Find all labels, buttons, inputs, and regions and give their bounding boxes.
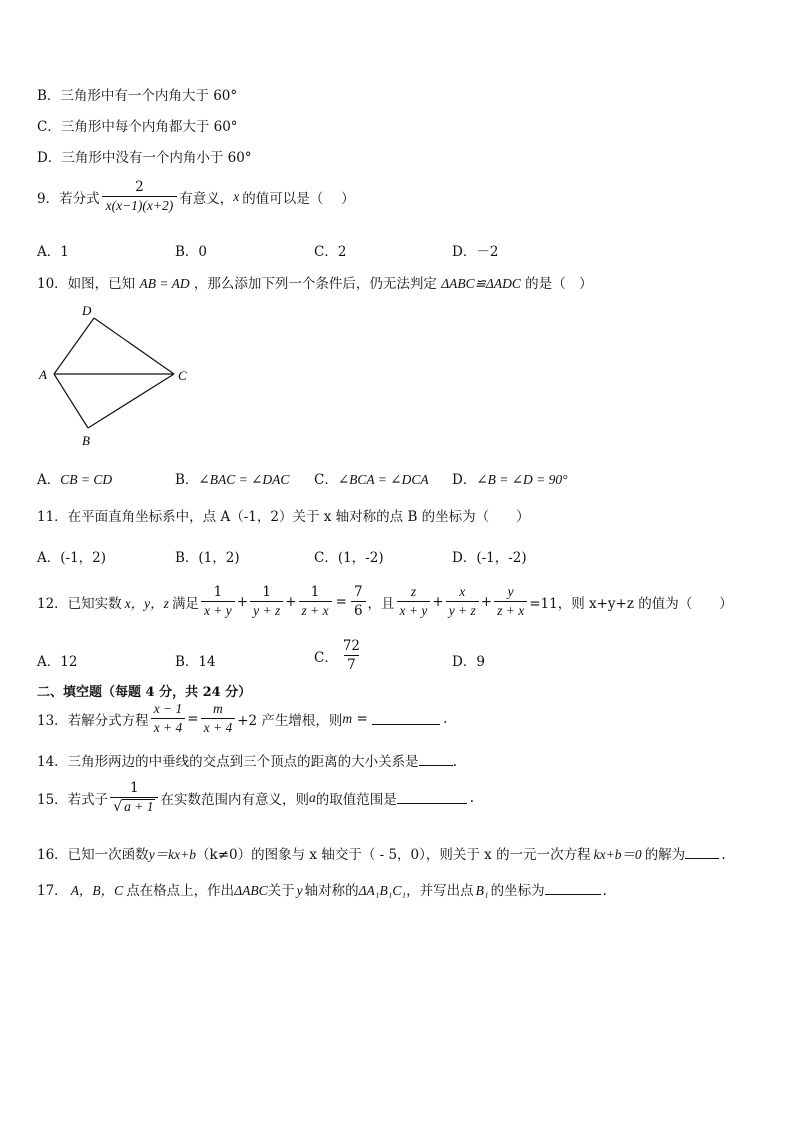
- q10-prefix: 10．如图，已知: [37, 276, 136, 292]
- option-expr: ∠B = ∠D = 90°: [476, 472, 568, 487]
- frac-den: z + x: [494, 601, 527, 618]
- q15-prefix: 15．若式子: [37, 791, 109, 808]
- q17-points: A，B，C: [70, 883, 124, 898]
- frac-num: 1: [310, 584, 320, 600]
- q14-answer-blank[interactable]: [419, 753, 453, 766]
- q13-prefix: 13．若解分式方程: [37, 712, 149, 729]
- q9-option-a: A．1: [37, 244, 69, 260]
- option-letter: C．: [314, 472, 338, 488]
- q12-option-a: A．12: [37, 654, 78, 670]
- frac-den: [110, 797, 158, 814]
- q17-mid3: 轴对称的: [304, 883, 359, 899]
- sqrt-symbol: [113, 799, 155, 814]
- q12-option-b: B．14: [175, 654, 216, 670]
- q17-triangle: ΔABC: [234, 883, 268, 898]
- q9-fraction: [102, 180, 178, 213]
- q15-stem: [37, 781, 474, 814]
- q12-fraction-6: [494, 585, 527, 618]
- frac-den: x + 4: [201, 718, 236, 735]
- q11-stem: 11．在平面直角坐标系中，点 A（-1，2）关于 x 轴对称的点 B 的坐标为（ ）: [37, 509, 530, 525]
- q12-mid2: ，且: [367, 595, 395, 612]
- q9-suffix: 的值可以是（ ）: [242, 190, 355, 207]
- q9-stem: [37, 180, 355, 213]
- frac-den: y + z: [446, 601, 479, 618]
- frac-den: x + y: [397, 601, 431, 618]
- q9-option-d: D．－2: [452, 244, 499, 260]
- q12-equation-tail: =11，则 x+y+z 的值为（ ）: [529, 595, 733, 612]
- frac-num: m: [213, 701, 223, 716]
- q15-fraction: [110, 781, 158, 814]
- q17-mid2: 关于: [267, 883, 295, 899]
- q12-option-c-fraction: [340, 639, 363, 672]
- q9-fraction-num: 2: [135, 179, 144, 195]
- plus-sign: +: [432, 593, 444, 610]
- q16-suffix: 的解为: [644, 847, 686, 863]
- option-letter: C．: [314, 649, 338, 666]
- q12-mid1: 满足: [171, 595, 199, 612]
- segment-ad: [54, 318, 94, 374]
- q12-vars: x，y，z: [124, 595, 169, 611]
- q10-mid: ，那么添加下列一个条件后，仍无法判定: [193, 276, 437, 292]
- frac-num: 1: [213, 584, 223, 600]
- q10-quadrilateral-figure: [34, 300, 204, 450]
- label-b: B: [82, 433, 90, 448]
- plus-sign: +: [480, 593, 493, 610]
- q9-option-b: B．0: [175, 244, 208, 260]
- q11-option-a: A．(-1，2): [37, 550, 107, 566]
- q17-image-triangle: ΔA₁B₁C₁: [358, 883, 407, 898]
- q17-point: B₁: [475, 883, 489, 898]
- q11-option-b: B．(1，2): [175, 550, 240, 566]
- q9-prefix: 9．若分式: [37, 190, 100, 207]
- q8-option-b: B．三角形中有一个内角大于 60°: [37, 88, 238, 104]
- frac-num: 1: [130, 780, 139, 796]
- q15-answer-blank[interactable]: [397, 791, 467, 804]
- q16-stem: [37, 843, 725, 863]
- frac-num: z: [410, 584, 417, 599]
- q12-fraction-1: [201, 585, 235, 618]
- q12-fraction-2: [250, 585, 283, 618]
- radical-sign: √: [113, 798, 123, 815]
- q12-fraction-result: [351, 585, 366, 618]
- option-expr: ∠BAC = ∠DAC: [198, 472, 290, 487]
- q9-option-c: C．2: [314, 244, 347, 260]
- q10-option-c: [314, 468, 429, 488]
- q16-prefix: 16．已知一次函数: [37, 847, 149, 863]
- q14-end: .: [452, 754, 457, 770]
- q13-end: .: [443, 710, 448, 727]
- q15-var: a: [308, 789, 316, 805]
- option-letter: D．: [452, 472, 477, 488]
- q17-prefix: 17．: [37, 883, 68, 899]
- frac-den: x + 4: [151, 718, 186, 735]
- q12-fraction-4: [397, 585, 431, 618]
- frac-den: z + x: [299, 601, 332, 618]
- q16-condition: （k≠0）: [196, 847, 252, 863]
- q12-option-c: [314, 639, 365, 672]
- frac-num: x: [459, 584, 466, 599]
- q15-mid: 在实数范围内有意义，则: [160, 791, 309, 808]
- q13-var: m: [342, 710, 353, 726]
- q12-prefix: 12．已知实数: [37, 595, 122, 612]
- q13-fraction-right: [201, 702, 236, 735]
- equals-sign: =: [187, 710, 199, 727]
- q12-option-d: D．9: [452, 654, 485, 670]
- frac-den: 7: [344, 655, 359, 672]
- q10-option-b: [175, 468, 289, 488]
- q10-congruence: ΔABC≌ΔADC: [441, 276, 521, 291]
- q9-var: x: [233, 188, 240, 204]
- plus-sign: +: [236, 593, 249, 610]
- option-letter: B．: [175, 472, 199, 488]
- label-d: D: [82, 303, 92, 318]
- q9-mid: 有意义，: [179, 190, 234, 207]
- q12-stem: [37, 585, 733, 618]
- q16-function: y＝kx+b: [148, 847, 197, 862]
- q10-stem: [37, 272, 593, 292]
- equals-sign: =: [335, 593, 347, 610]
- q8-option-c: C．三角形中每个内角都大于 60°: [37, 119, 238, 135]
- q17-end: .: [602, 883, 607, 899]
- q17-stem: [37, 879, 607, 899]
- frac-den: 6: [351, 601, 366, 618]
- q13-eq: =: [352, 710, 373, 727]
- option-expr: CB = CD: [60, 472, 113, 487]
- section-2-heading: 二、填空题（每题 4 分，共 24 分）: [37, 685, 252, 700]
- q10-suffix: 的是（ ）: [525, 276, 593, 292]
- q17-suffix: 的坐标为: [490, 883, 545, 899]
- q13-answer-blank[interactable]: [372, 712, 440, 725]
- q15-suffix: 的取值范围是: [315, 791, 397, 808]
- option-letter: A．: [37, 472, 61, 488]
- q9-fraction-den: x(x−1)(x+2): [102, 196, 178, 213]
- plus-sign: +: [285, 593, 297, 610]
- radicand: a + 1: [124, 799, 154, 815]
- q11-option-d: D．(-1，-2): [452, 550, 527, 566]
- q13-stem: [37, 702, 447, 735]
- q12-fraction-5: [446, 585, 479, 618]
- frac-num: 72: [342, 638, 361, 654]
- q10-option-a: [37, 468, 112, 488]
- q10-option-d: [452, 468, 568, 488]
- q16-end: .: [721, 847, 726, 863]
- q16-mid: 的图象与 x 轴交于（ - 5，0），则关于 x 的一元一次方程: [251, 847, 591, 863]
- q16-answer-blank[interactable]: [685, 846, 719, 859]
- q17-axis: y: [296, 883, 303, 898]
- segment-ab: [54, 374, 88, 428]
- q17-mid4: ，并写出点: [406, 883, 474, 899]
- q17-answer-blank[interactable]: [545, 882, 601, 895]
- segment-dc: [94, 318, 174, 374]
- label-a: A: [39, 367, 47, 382]
- q12-fraction-3: [299, 585, 332, 618]
- q11-option-c: C．(1，-2): [314, 550, 384, 566]
- q14-stem: [37, 750, 457, 770]
- frac-num: 1: [262, 584, 271, 600]
- label-c: C: [178, 368, 187, 383]
- option-expr: ∠BCA = ∠DCA: [337, 472, 429, 487]
- q8-option-d: D．三角形中没有一个内角小于 60°: [37, 150, 252, 166]
- q16-equation: kx+b＝0: [593, 847, 642, 862]
- frac-num: y: [507, 584, 514, 599]
- frac-num: 7: [353, 584, 363, 600]
- q15-end: .: [469, 789, 475, 806]
- frac-den: y + z: [250, 601, 283, 618]
- q14-text: 14．三角形两边的中垂线的交点到三个顶点的距离的大小关系是: [37, 754, 419, 770]
- q10-condition: AB = AD: [139, 276, 190, 291]
- segment-bc: [88, 374, 174, 428]
- q17-mid1: 点在格点上，作出: [126, 883, 235, 899]
- frac-num: x − 1: [153, 701, 183, 716]
- frac-den: x + y: [201, 601, 235, 618]
- q13-tail: +2 产生增根，则: [237, 712, 343, 729]
- q13-fraction-left: [151, 702, 186, 735]
